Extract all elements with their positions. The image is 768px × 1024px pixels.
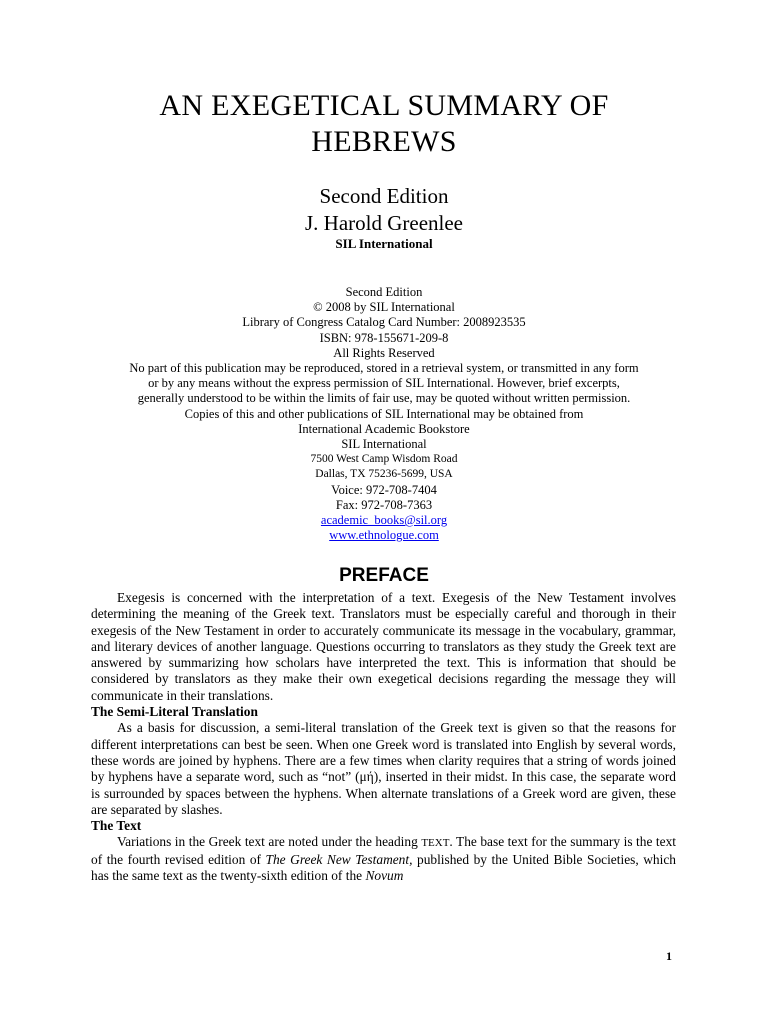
rights-line: All Rights Reserved xyxy=(333,345,435,360)
section-paragraph-text: Variations in the Greek text are noted under the heading TEXT. The base text for the summary is the text of the fourth revised edition of The Greek New Testament, published by the United Bible Societies, which has the same text as the twenty-sixth edition of the Novum xyxy=(91,834,676,884)
title-line-1: AN EXEGETICAL SUMMARY OF xyxy=(159,89,609,122)
city-address: Dallas, TX 75236-5699, USA xyxy=(315,468,453,481)
preface-paragraph: Exegesis is concerned with the interpretation of a text. Exegesis of the New Testament involves determining the meaning of the Greek text. Translators must be especially careful and thorough in their exegesis of the New Testament in order to accurately communicate its message in the vocabulary, grammar, and literary devices of another language. Questions occurring to translators as they study the Greek text are answered by summarizing how scholars have interpreted the text. This is information that should be considered by translators as they make their own exegetical decisions regarding the message they will communicate in their translations. xyxy=(91,590,676,703)
copyright-edition: Second Edition xyxy=(345,285,423,299)
copyright-notice: © 2008 by SIL International xyxy=(313,300,455,315)
italic-title-greek-nt: The Greek New Testament, xyxy=(265,851,413,867)
preface-body xyxy=(91,590,676,884)
preface-heading: PREFACE xyxy=(339,565,429,586)
website-link[interactable]: www.ethnologue.com xyxy=(329,528,439,543)
publisher-name: SIL International xyxy=(335,236,433,251)
smallcaps-text-label: TEXT xyxy=(421,837,450,850)
voice-phone: Voice: 972-708-7404 xyxy=(331,482,437,497)
email-link[interactable]: academic_books@sil.org xyxy=(320,513,448,528)
org-name: SIL International xyxy=(341,437,427,452)
street-address: 7500 West Camp Wisdom Road xyxy=(310,453,458,466)
section-heading-semi-literal: The Semi-Literal Translation xyxy=(91,704,258,720)
lccn-line: Library of Congress Catalog Card Number: 2008923535 xyxy=(242,315,526,330)
permission-notice-2: or by any means without the express permission of SIL International. However, brief excerpts, xyxy=(148,376,620,391)
document-title xyxy=(0,88,768,160)
title-line-2: HEBREWS xyxy=(311,125,457,158)
fax-number: Fax: 972-708-7363 xyxy=(335,497,433,512)
edition-label: Second Edition xyxy=(319,184,449,208)
copies-line: Copies of this and other publications of SIL International may be obtained from xyxy=(184,406,584,421)
section-heading-text: The Text xyxy=(91,818,142,834)
copyright-block xyxy=(0,285,768,543)
italic-title-novum: Novum xyxy=(365,868,404,884)
author-name: J. Harold Greenlee xyxy=(304,211,463,235)
permission-notice-1: No part of this publication may be reproduced, stored in a retrieval system, or transmitted in any form xyxy=(129,361,639,376)
isbn-line: ISBN: 978-155671-209-8 xyxy=(319,330,449,345)
page-number: 1 xyxy=(666,949,672,963)
bookstore-name: International Academic Bookstore xyxy=(298,421,470,436)
permission-notice-3: generally understood to be within the limits of fair use, may be quoted without written permission. xyxy=(137,391,631,406)
section-paragraph-semi-literal: As a basis for discussion, a semi-literal translation of the Greek text is given so that the reasons for different interpretations can best be seen. When one Greek word is translated into English by several words, these words are joined by hyphens. There are a few times when clarity requires that a string of words joined by hyphens have a separate word, such as “not” (μή), inserted in their midst. In this case, the separate word is surrounded by spaces between the hyphens. When alternate translations of a Greek word are given, these are separated by slashes. xyxy=(91,720,676,817)
